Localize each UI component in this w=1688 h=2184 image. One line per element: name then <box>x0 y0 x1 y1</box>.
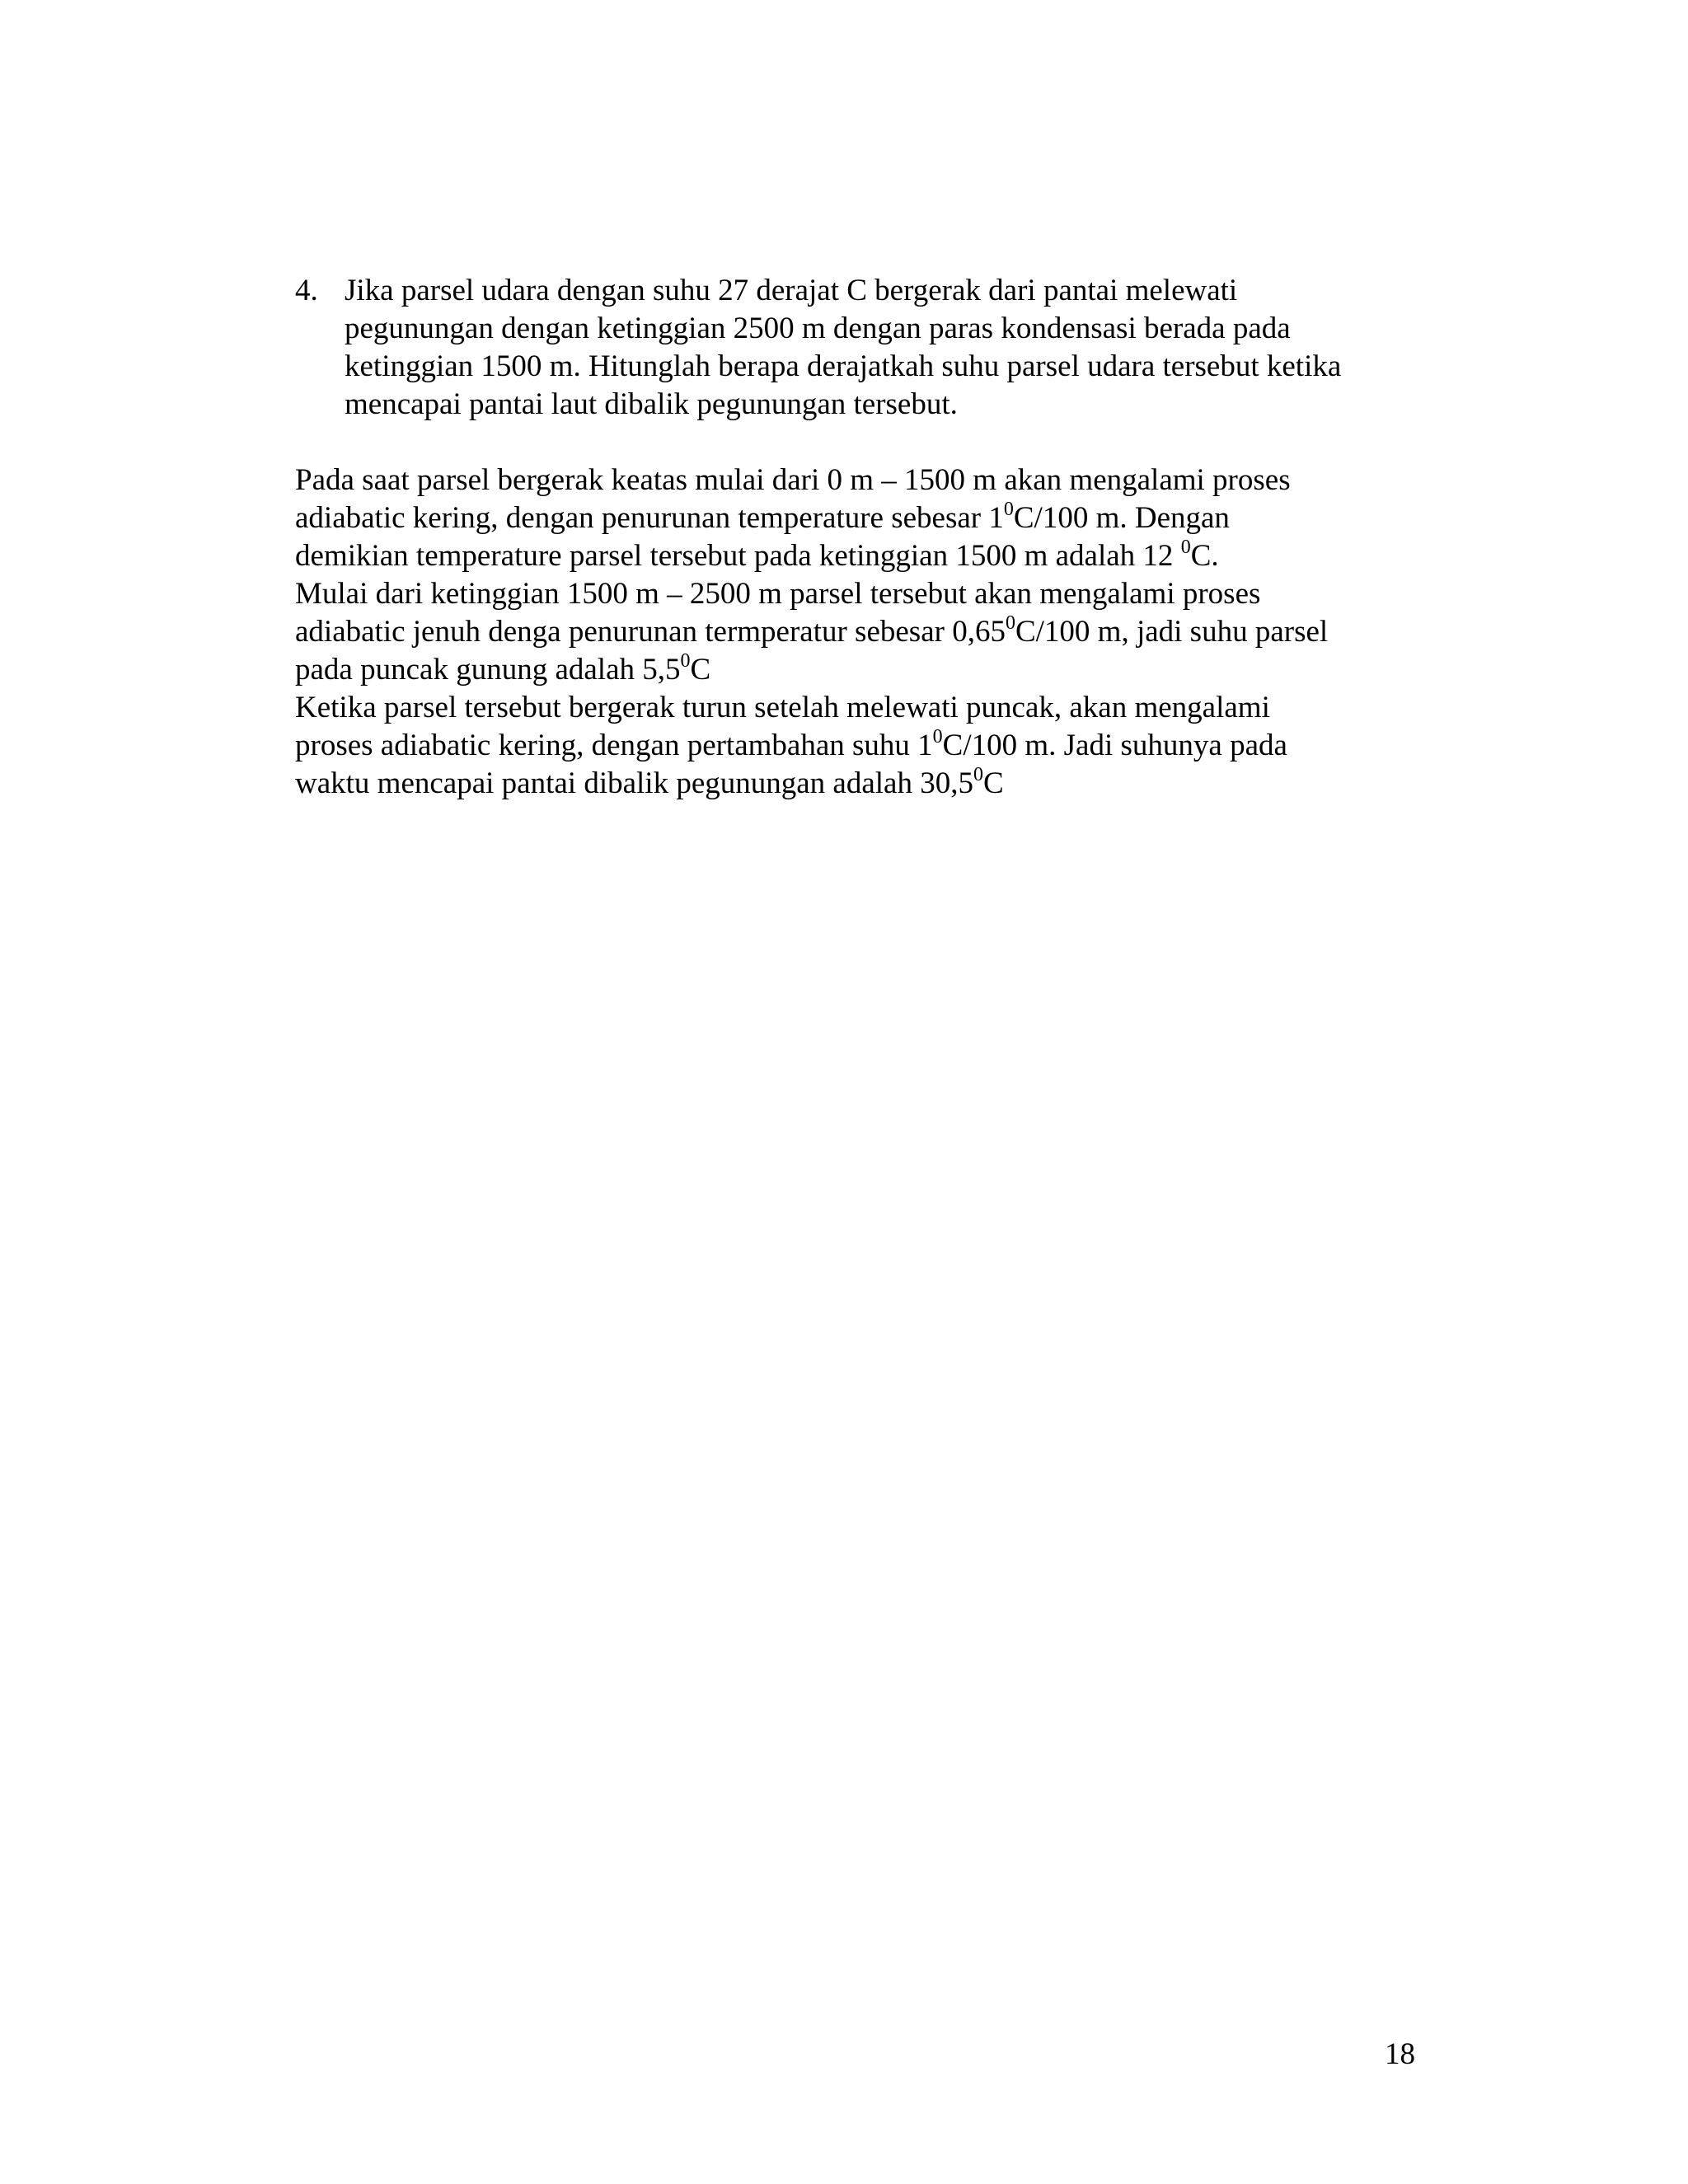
answer-line <box>295 651 1449 689</box>
answer-text: demikian temperature parsel tersebut pada ketinggian 1500 m adalah 12 <box>295 539 1181 573</box>
answer-text: proses adiabatic kering, dengan pertambahan suhu 1 <box>295 729 933 762</box>
question-text <box>345 272 1432 424</box>
answer-text: C/100 m, jadi suhu parsel <box>1015 615 1329 649</box>
answer-line <box>295 537 1449 575</box>
answer-text: pada puncak gunung adalah 5,5 <box>295 653 681 687</box>
answer-text: C/100 m. Dengan <box>1013 501 1230 535</box>
degree-superscript: 0 <box>1180 536 1191 558</box>
answer-text: Pada saat parsel bergerak keatas mulai dari 0 m – 1500 m akan mengalami proses <box>295 463 1291 497</box>
answer-line <box>295 462 1449 499</box>
answer-line <box>295 727 1449 765</box>
answer-text: adiabatic jenuh denga penurunan termperatur sebesar 0,65 <box>295 615 1006 649</box>
answer-line <box>295 613 1449 651</box>
degree-superscript: 0 <box>932 725 943 748</box>
answer-text: Mulai dari ketinggian 1500 m – 2500 m parsel tersebut akan mengalami proses <box>295 577 1261 611</box>
degree-superscript: 0 <box>973 763 983 785</box>
answer-paragraph <box>295 462 1449 803</box>
answer-line <box>295 765 1449 803</box>
question-line: ketinggian 1500 m. Hitunglah berapa derajatkah suhu parsel udara tersebut ketika <box>345 349 1342 383</box>
answer-line <box>295 689 1449 727</box>
answer-line <box>295 575 1449 613</box>
answer-text: Ketika parsel tersebut bergerak turun setelah melewati puncak, akan mengalami <box>295 691 1270 724</box>
answer-text: C. <box>1190 539 1219 573</box>
question-line: pegunungan dengan ketinggian 2500 m dengan paras kondensasi berada pada <box>345 312 1291 345</box>
degree-superscript: 0 <box>1003 498 1014 520</box>
question-line: mencapai pantai laut dibalik pegunungan tersebut. <box>345 387 958 421</box>
degree-superscript: 0 <box>680 649 691 672</box>
degree-superscript: 0 <box>1005 612 1015 634</box>
answer-line <box>295 499 1449 537</box>
answer-text: C/100 m. Jadi suhunya pada <box>942 729 1287 762</box>
answer-text: C <box>690 653 711 687</box>
question-item <box>295 272 1432 424</box>
question-line: Jika parsel udara dengan suhu 27 derajat C bergerak dari pantai melewati <box>345 274 1238 307</box>
question-number: 4. <box>295 274 318 307</box>
page-number: 18 <box>1385 2037 1415 2071</box>
answer-text: adiabatic kering, dengan penurunan temperature sebesar 1 <box>295 501 1004 535</box>
answer-text: C <box>982 766 1004 800</box>
answer-text: waktu mencapai pantai dibalik pegunungan adalah 30,5 <box>295 766 973 800</box>
